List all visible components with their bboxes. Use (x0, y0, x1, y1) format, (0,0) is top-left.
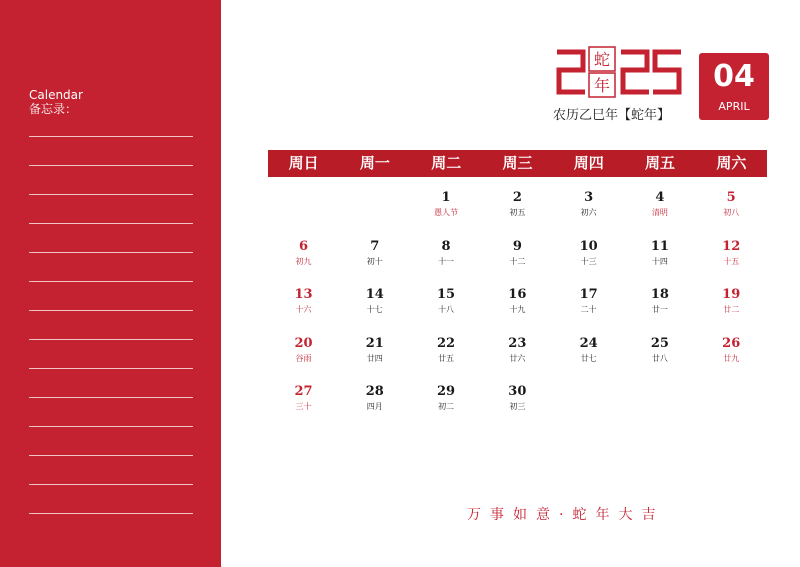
memo-line (29, 368, 193, 369)
day-lunar-label: 愚人节 (434, 208, 459, 217)
day-lunar-label: 初六 (580, 208, 597, 217)
day-lunar-label: 三十 (295, 402, 312, 411)
day-lunar-label: 十五 (723, 256, 740, 266)
memo-line (29, 194, 193, 195)
day-number: 26 (722, 335, 741, 351)
day-cell (268, 384, 339, 412)
day-lunar-label: 廿九 (723, 353, 740, 363)
memo-line (29, 136, 193, 137)
weekday-header (268, 150, 767, 177)
svg-text:蛇: 蛇 (593, 50, 611, 69)
logo-digit-2-icon (557, 52, 585, 92)
day-lunar-label: 十二 (509, 256, 526, 266)
weekday-thu: 周四 (573, 154, 604, 172)
day-number: 16 (508, 287, 527, 302)
day-number: 23 (508, 335, 527, 351)
day-number: 12 (722, 238, 741, 254)
memo-line (29, 252, 193, 253)
day-cell (624, 287, 695, 315)
day-cell (482, 336, 553, 364)
day-lunar-label: 清明 (651, 208, 668, 217)
memo-line (29, 281, 193, 282)
memo-line (29, 426, 193, 427)
weekday-fri: 周五 (645, 154, 676, 172)
day-number: 6 (298, 238, 309, 254)
day-cell (482, 239, 553, 267)
day-number: 18 (650, 287, 669, 302)
memo-title-cn: 备忘录： (29, 102, 78, 116)
day-lunar-label: 十三 (580, 256, 597, 266)
day-cell (411, 190, 482, 218)
svg-text:年: 年 (593, 76, 611, 95)
day-lunar-label: 廿八 (651, 353, 668, 363)
day-number: 25 (650, 335, 669, 351)
day-cell (339, 384, 410, 412)
weekday-sun: 周日 (288, 154, 319, 172)
day-number: 28 (365, 384, 384, 399)
day-lunar-label: 廿一 (651, 305, 668, 314)
day-number: 20 (294, 335, 313, 351)
day-lunar-label: 廿六 (509, 353, 526, 363)
day-lunar-label: 初十 (366, 256, 383, 266)
day-lunar-label: 初八 (723, 208, 740, 217)
day-cell (696, 287, 767, 315)
memo-title (29, 88, 83, 116)
day-cell (624, 190, 695, 218)
lunar-year-label: 农历乙巳年【蛇年】 (553, 108, 671, 123)
day-cell (411, 287, 482, 315)
day-number: 1 (441, 190, 451, 205)
month-number: 04 (713, 59, 755, 94)
weekday-tue: 周二 (431, 154, 462, 172)
day-number: 11 (650, 238, 669, 254)
day-cell (482, 287, 553, 315)
weekday-wed: 周三 (502, 154, 533, 172)
day-lunar-label: 初九 (295, 256, 312, 266)
day-lunar-label: 二十 (580, 305, 597, 314)
day-cell (696, 190, 767, 218)
day-number: 4 (655, 190, 665, 205)
day-lunar-label: 十八 (438, 305, 455, 314)
day-lunar-label: 廿四 (366, 353, 383, 363)
day-number: 21 (365, 335, 384, 351)
weekday-mon: 周一 (359, 154, 390, 172)
day-number: 2 (512, 190, 522, 205)
day-cell (553, 239, 624, 267)
day-number: 29 (437, 384, 456, 399)
day-number: 14 (365, 287, 384, 302)
month-name: APRIL (718, 100, 750, 113)
day-cell (553, 336, 624, 364)
day-number: 22 (437, 335, 456, 351)
day-number: 5 (726, 190, 736, 205)
day-lunar-label: 廿七 (580, 353, 597, 363)
day-cell (624, 239, 695, 267)
day-lunar-label: 十四 (651, 256, 668, 266)
month-badge (699, 53, 769, 120)
day-cell (482, 384, 553, 412)
day-number: 19 (722, 287, 741, 302)
day-lunar-label: 廿二 (723, 305, 740, 314)
day-cell (696, 336, 767, 364)
day-lunar-label: 初二 (438, 402, 455, 411)
memo-line (29, 484, 193, 485)
day-cell (411, 384, 482, 412)
logo-digit-2b-icon (621, 52, 649, 92)
day-cell (553, 190, 624, 218)
day-lunar-label: 十一 (438, 256, 455, 266)
day-cell (482, 190, 553, 218)
memo-sidebar (0, 0, 221, 567)
day-lunar-label: 四月 (366, 402, 383, 411)
day-number: 3 (584, 190, 594, 205)
memo-line (29, 165, 193, 166)
day-cell (339, 336, 410, 364)
day-number: 17 (579, 287, 598, 302)
day-cell (696, 239, 767, 267)
day-number: 8 (441, 238, 451, 254)
day-cell (339, 287, 410, 315)
day-cell (411, 336, 482, 364)
memo-line (29, 455, 193, 456)
day-number: 24 (579, 335, 598, 351)
memo-title-en: Calendar (29, 88, 83, 102)
day-lunar-label: 廿五 (438, 353, 455, 363)
day-lunar-label: 十九 (509, 305, 526, 314)
day-lunar-label: 十六 (295, 305, 312, 314)
day-number: 7 (370, 238, 380, 254)
day-cell (268, 336, 339, 364)
day-number: 27 (294, 384, 313, 399)
day-cell (411, 239, 482, 267)
day-number: 30 (508, 384, 527, 399)
memo-line (29, 339, 193, 340)
day-number: 15 (437, 287, 456, 302)
footer-greeting: 万事如意·蛇年大吉 (467, 507, 665, 523)
memo-line (29, 513, 193, 514)
day-cell (553, 287, 624, 315)
weekday-sat: 周六 (716, 154, 747, 172)
day-lunar-label: 初三 (509, 402, 526, 411)
day-number: 13 (294, 287, 313, 302)
memo-line (29, 310, 193, 311)
day-lunar-label: 谷雨 (295, 353, 312, 363)
logo-digit-5-icon (653, 52, 681, 92)
day-number: 9 (512, 238, 522, 254)
day-cell (268, 287, 339, 315)
day-number: 10 (579, 238, 598, 254)
day-cell (268, 239, 339, 267)
year-logo (555, 46, 687, 98)
day-cell (624, 336, 695, 364)
day-lunar-label: 十七 (366, 305, 383, 314)
day-lunar-label: 初五 (509, 208, 526, 217)
day-cell (339, 239, 410, 267)
memo-line (29, 223, 193, 224)
memo-line (29, 397, 193, 398)
